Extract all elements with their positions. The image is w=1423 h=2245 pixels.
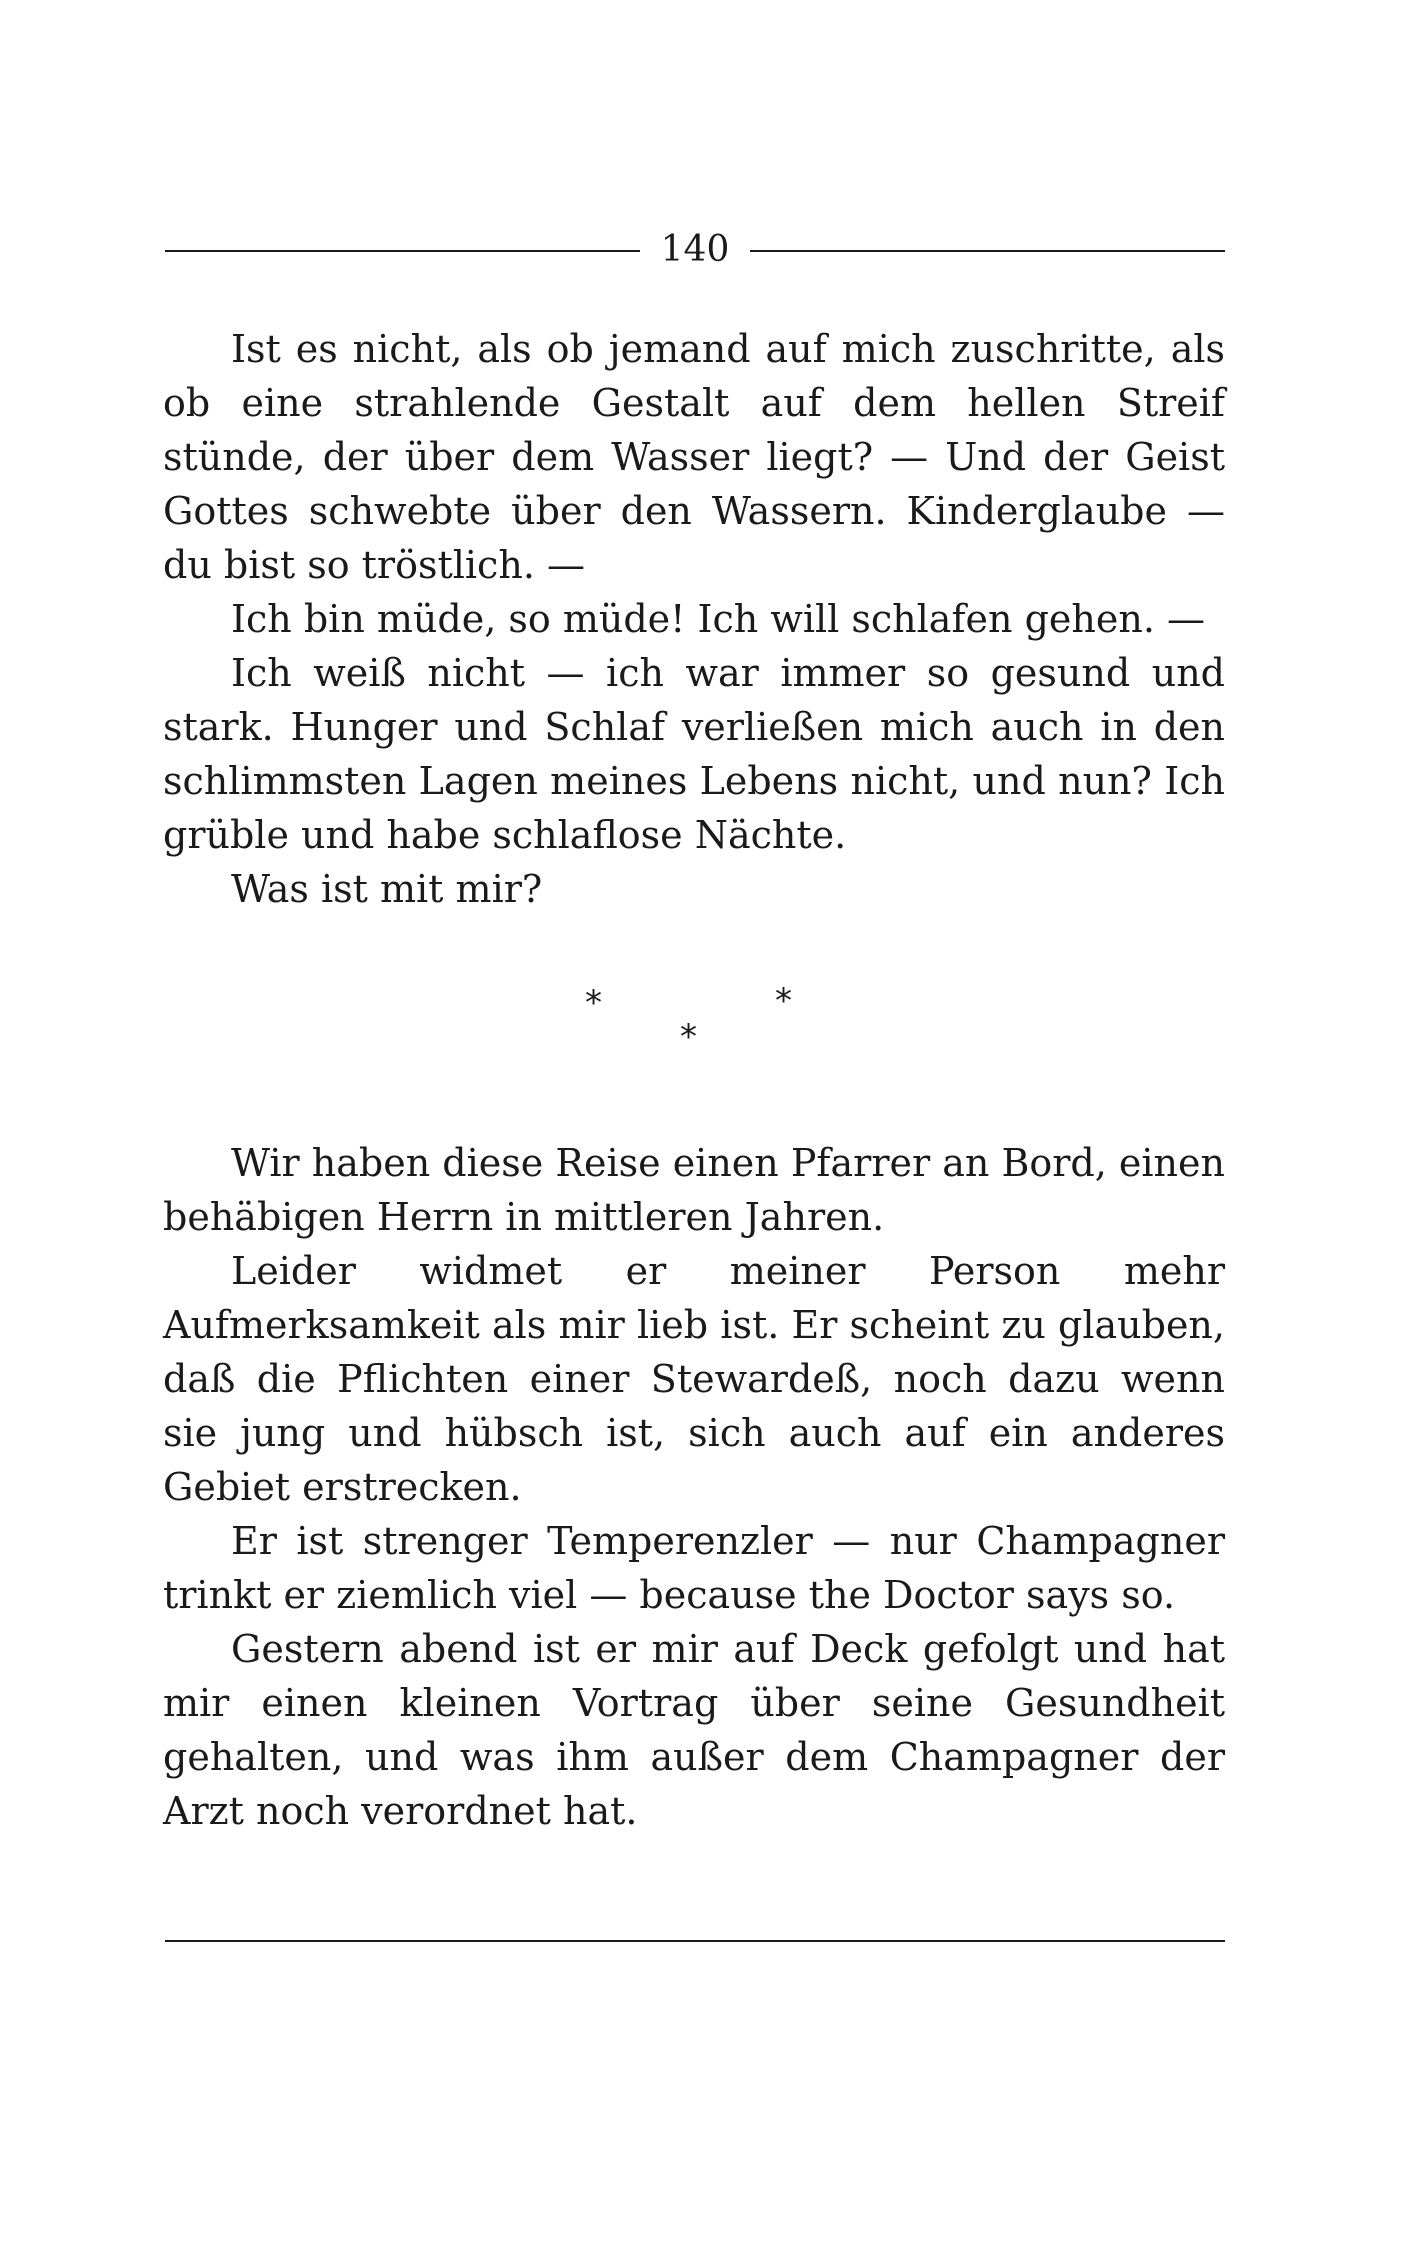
asterisk-glyph: * xyxy=(680,1017,697,1057)
paragraph: Ich bin müde, so müde! Ich will schlafen gehen. — xyxy=(231,597,1205,641)
paragraph: Was ist mit mir? xyxy=(231,867,543,911)
footer-rule xyxy=(165,1940,1225,1942)
page-header xyxy=(165,222,1225,278)
paragraph: Leider widmet er meiner Person mehr Aufmerksamkeit als mir lieb ist. Er scheint zu glauben, daß die Pflichten einer Stewardeß, noch dazu wenn sie jung und hübsch ist, sich auch auf ein anderes Gebiet erstrecken. xyxy=(163,1249,1225,1509)
paragraph: Wir haben diese Reise einen Pfarrer an Bord, einen behäbigen Herrn in mittleren Jahren. xyxy=(163,1141,1225,1239)
asterisk-glyph: * xyxy=(775,981,792,1021)
paragraph: Er ist strenger Temperenzler — nur Champagner trinkt er ziemlich viel — because the Doctor says so. xyxy=(163,1519,1225,1617)
paragraph: Ich weiß nicht — ich war immer so gesund und stark. Hunger und Schlaf verließen mich auch in den schlimmsten Lagen meines Lebens nicht, und nun? Ich grüble und habe schlaflose Nächte. xyxy=(163,651,1225,857)
page-number: 140 xyxy=(660,229,730,270)
text-section-1 xyxy=(163,322,1225,916)
asterisk-glyph: * xyxy=(585,983,602,1023)
header-rule-left xyxy=(165,250,640,252)
header-rule-right xyxy=(750,250,1225,252)
paragraph: Ist es nicht, als ob jemand auf mich zuschritte, als ob eine strahlende Gestalt auf dem hellen Streif stünde, der über dem Wasser liegt? — Und der Geist Gottes schwebte über den Wassern. Kinderglaube — du bist so tröstlich. — xyxy=(163,327,1225,587)
text-section-2 xyxy=(163,1136,1225,1838)
paragraph: Gestern abend ist er mir auf Deck gefolgt und hat mir einen kleinen Vortrag über seine Gesundheit gehalten, und was ihm außer dem Champagner der Arzt noch verordnet hat. xyxy=(163,1627,1225,1833)
section-break-asterism xyxy=(565,980,825,1070)
